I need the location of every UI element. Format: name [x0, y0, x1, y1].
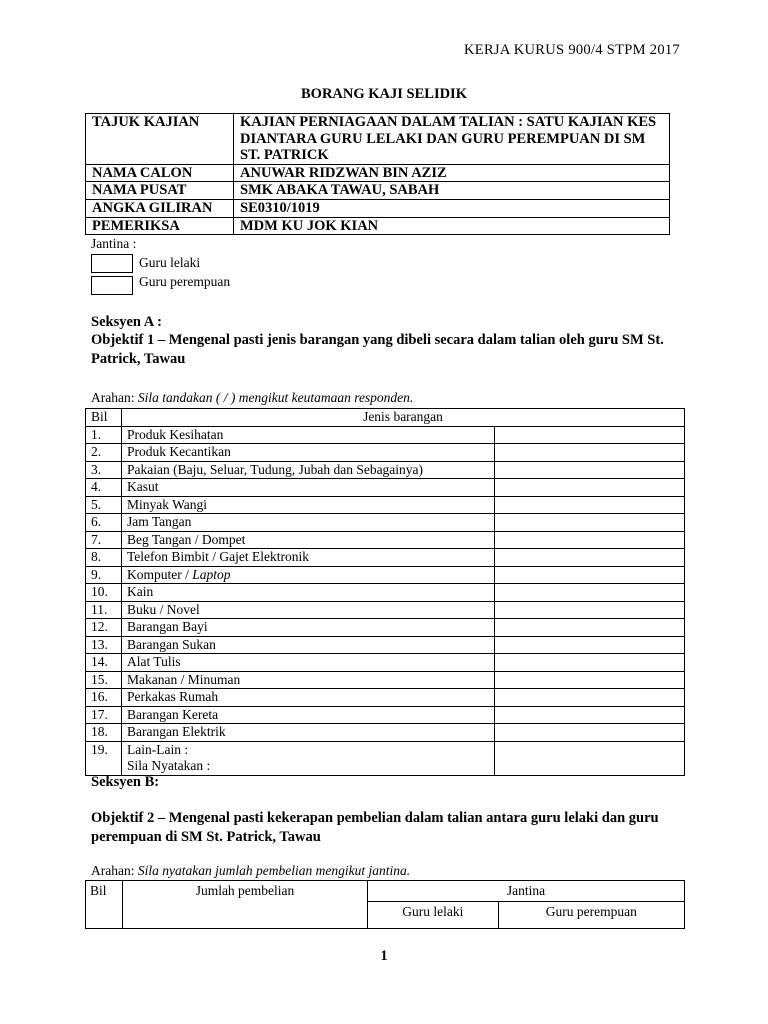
- item-name: [122, 724, 495, 742]
- item-check-cell[interactable]: [495, 584, 685, 602]
- item-number: 6.: [86, 514, 122, 532]
- item-number: 7.: [86, 531, 122, 549]
- checkbox-guru-lelaki[interactable]: [91, 254, 133, 273]
- freq-col-bil: Bil: [86, 881, 123, 929]
- item-name-text: Minyak Wangi: [127, 496, 208, 512]
- freq-col-jumlah: Jumlah pembelian: [123, 881, 368, 929]
- table-row: [86, 671, 685, 689]
- item-number: 3.: [86, 461, 122, 479]
- item-name: [122, 479, 495, 497]
- checkbox-guru-perempuan[interactable]: [91, 276, 133, 295]
- table-row: [86, 566, 685, 584]
- item-check-cell[interactable]: [495, 724, 685, 742]
- form-title: BORANG KAJI SELIDIK: [301, 86, 467, 102]
- item-check-cell[interactable]: [495, 619, 685, 637]
- table-row: [86, 741, 685, 775]
- item-number: 12.: [86, 619, 122, 637]
- objective-2: Objektif 2 – Mengenal pasti kekerapan pembelian dalam talian antara guru lelaki dan guru perempuan di SM St. Patrick, Tawau: [91, 810, 659, 845]
- instruction-a: [91, 390, 413, 406]
- item-name: [122, 654, 495, 672]
- item-name: [122, 549, 495, 567]
- item-name-text: Buku / Novel: [127, 601, 200, 617]
- item-check-cell[interactable]: [495, 671, 685, 689]
- info-row: [86, 114, 670, 165]
- table-row: [86, 689, 685, 707]
- table-row: [86, 601, 685, 619]
- item-number: 8.: [86, 549, 122, 567]
- item-number: 16.: [86, 689, 122, 707]
- item-number: 18.: [86, 724, 122, 742]
- item-name: [122, 584, 495, 602]
- item-name-text: Kasut: [127, 479, 159, 494]
- info-row: [86, 217, 670, 235]
- item-name: [122, 636, 495, 654]
- item-name: [122, 619, 495, 637]
- instruction-b-label: Arahan:: [91, 863, 135, 878]
- items-table: [85, 408, 685, 776]
- item-check-cell[interactable]: [495, 496, 685, 514]
- table-row: [86, 461, 685, 479]
- item-name-text: Produk Kecantikan: [127, 444, 231, 459]
- item-check-cell[interactable]: [495, 426, 685, 444]
- freq-col-jantina: Jantina: [368, 881, 685, 902]
- item-number: 11.: [86, 601, 122, 619]
- table-row: [86, 479, 685, 497]
- item-name: [122, 671, 495, 689]
- freq-col-perempuan: Guru perempuan: [498, 902, 684, 929]
- item-number: 14.: [86, 654, 122, 672]
- item-name-text: Telefon Bimbit / Gajet Elektronik: [127, 549, 310, 564]
- item-name: [122, 601, 495, 619]
- table-row: [86, 654, 685, 672]
- item-name-text: Komputer /: [127, 566, 193, 582]
- item-name-line2: Sila Nyatakan :: [127, 758, 211, 773]
- info-label: NAMA CALON: [86, 164, 234, 182]
- item-check-cell[interactable]: [495, 636, 685, 654]
- item-check-cell[interactable]: [495, 706, 685, 724]
- section-a-title: Seksyen A :: [91, 314, 162, 330]
- item-name: [122, 426, 495, 444]
- item-check-cell[interactable]: [495, 566, 685, 584]
- item-name-text: Barangan Kereta: [127, 706, 219, 722]
- item-name-text: Kain: [127, 584, 154, 599]
- info-value: KAJIAN PERNIAGAAN DALAM TALIAN : SATU KAJIAN KES DIANTARA GURU LELAKI DAN GURU PEREMPUAN DI SM ST. PATRICK: [234, 114, 670, 165]
- item-number: 5.: [86, 496, 122, 514]
- option-guru-lelaki: Guru lelaki: [139, 255, 201, 270]
- section-b-title: Seksyen B:: [91, 774, 160, 790]
- col-jenis-barangan: Jenis barangan: [122, 409, 685, 427]
- item-number: 2.: [86, 444, 122, 462]
- table-row: [86, 724, 685, 742]
- item-check-cell[interactable]: [495, 689, 685, 707]
- item-number: 19.: [86, 741, 122, 775]
- item-name-text: Lain-Lain :: [127, 741, 189, 757]
- table-row: [86, 426, 685, 444]
- item-check-cell[interactable]: [495, 444, 685, 462]
- item-number: 10.: [86, 584, 122, 602]
- info-label: PEMERIKSA: [86, 217, 234, 235]
- table-row: [86, 619, 685, 637]
- info-label: TAJUK KAJIAN: [86, 114, 234, 165]
- item-number: 4.: [86, 479, 122, 497]
- item-name: [122, 741, 495, 775]
- instruction-a-label: Arahan:: [91, 390, 135, 405]
- item-check-cell[interactable]: [495, 531, 685, 549]
- item-name: [122, 514, 495, 532]
- item-name-text: Alat Tulis: [127, 654, 181, 669]
- item-name: [122, 461, 495, 479]
- course-header: KERJA KURUS 900/4 STPM 2017: [464, 42, 680, 58]
- item-number: 9.: [86, 566, 122, 584]
- info-row: [86, 164, 670, 182]
- item-name: [122, 706, 495, 724]
- info-value: SE0310/1019: [234, 199, 670, 217]
- item-name: [122, 566, 495, 584]
- item-name: [122, 496, 495, 514]
- gender-label: Jantina :: [91, 236, 137, 251]
- item-name-text: Barangan Sukan: [127, 636, 216, 652]
- table-row: [86, 514, 685, 532]
- objective-1: Objektif 1 – Mengenal pasti jenis barangan yang dibeli secara dalam talian oleh guru SM St. Patrick, Tawau: [91, 332, 664, 367]
- page-number: 1: [380, 948, 388, 964]
- item-name-text: Barangan Bayi: [127, 619, 208, 634]
- item-name-text: Jam Tangan: [127, 514, 192, 529]
- item-check-cell[interactable]: [495, 461, 685, 479]
- item-name: [122, 689, 495, 707]
- item-number: 1.: [86, 426, 122, 444]
- info-label: NAMA PUSAT: [86, 182, 234, 200]
- instruction-a-text: Sila tandakan ( / ) mengikut keutamaan responden.: [137, 390, 414, 405]
- item-name: [122, 444, 495, 462]
- info-row: [86, 182, 670, 200]
- info-row: [86, 199, 670, 217]
- info-value: SMK ABAKA TAWAU, SABAH: [234, 182, 670, 200]
- table-row: [86, 444, 685, 462]
- instruction-b-text: Sila nyatakan jumlah pembelian mengikut jantina.: [137, 863, 411, 878]
- info-table: [85, 113, 670, 235]
- item-name-text: Perkakas Rumah: [127, 689, 219, 704]
- table-row: [86, 636, 685, 654]
- table-row: [86, 706, 685, 724]
- item-number: 17.: [86, 706, 122, 724]
- item-check-cell[interactable]: [495, 549, 685, 567]
- table-row: [86, 496, 685, 514]
- item-check-cell[interactable]: [495, 741, 685, 775]
- info-value: MDM KU JOK KIAN: [234, 217, 670, 235]
- item-number: 13.: [86, 636, 122, 654]
- item-name-italic: Laptop: [192, 566, 231, 582]
- item-name-text: Pakaian (Baju, Seluar, Tudung, Jubah dan Sebagainya): [127, 461, 424, 477]
- item-check-cell[interactable]: [495, 601, 685, 619]
- table-row: [86, 584, 685, 602]
- info-label: ANGKA GILIRAN: [86, 199, 234, 217]
- instruction-b: [91, 863, 410, 879]
- item-name-text: Makanan / Minuman: [127, 671, 241, 687]
- table-row: [86, 531, 685, 549]
- item-name: [122, 531, 495, 549]
- table-row: [86, 549, 685, 567]
- item-name-text: Beg Tangan / Dompet: [127, 531, 246, 547]
- item-check-cell[interactable]: [495, 479, 685, 497]
- item-number: 15.: [86, 671, 122, 689]
- frequency-table: [85, 880, 685, 929]
- item-check-cell[interactable]: [495, 654, 685, 672]
- item-name-text: Barangan Elektrik: [127, 724, 226, 739]
- item-name-text: Produk Kesihatan: [127, 426, 224, 442]
- option-guru-perempuan: Guru perempuan: [139, 274, 231, 289]
- freq-col-lelaki: Guru lelaki: [368, 902, 499, 929]
- col-bil: Bil: [86, 409, 122, 427]
- info-value: ANUWAR RIDZWAN BIN AZIZ: [234, 164, 670, 182]
- item-check-cell[interactable]: [495, 514, 685, 532]
